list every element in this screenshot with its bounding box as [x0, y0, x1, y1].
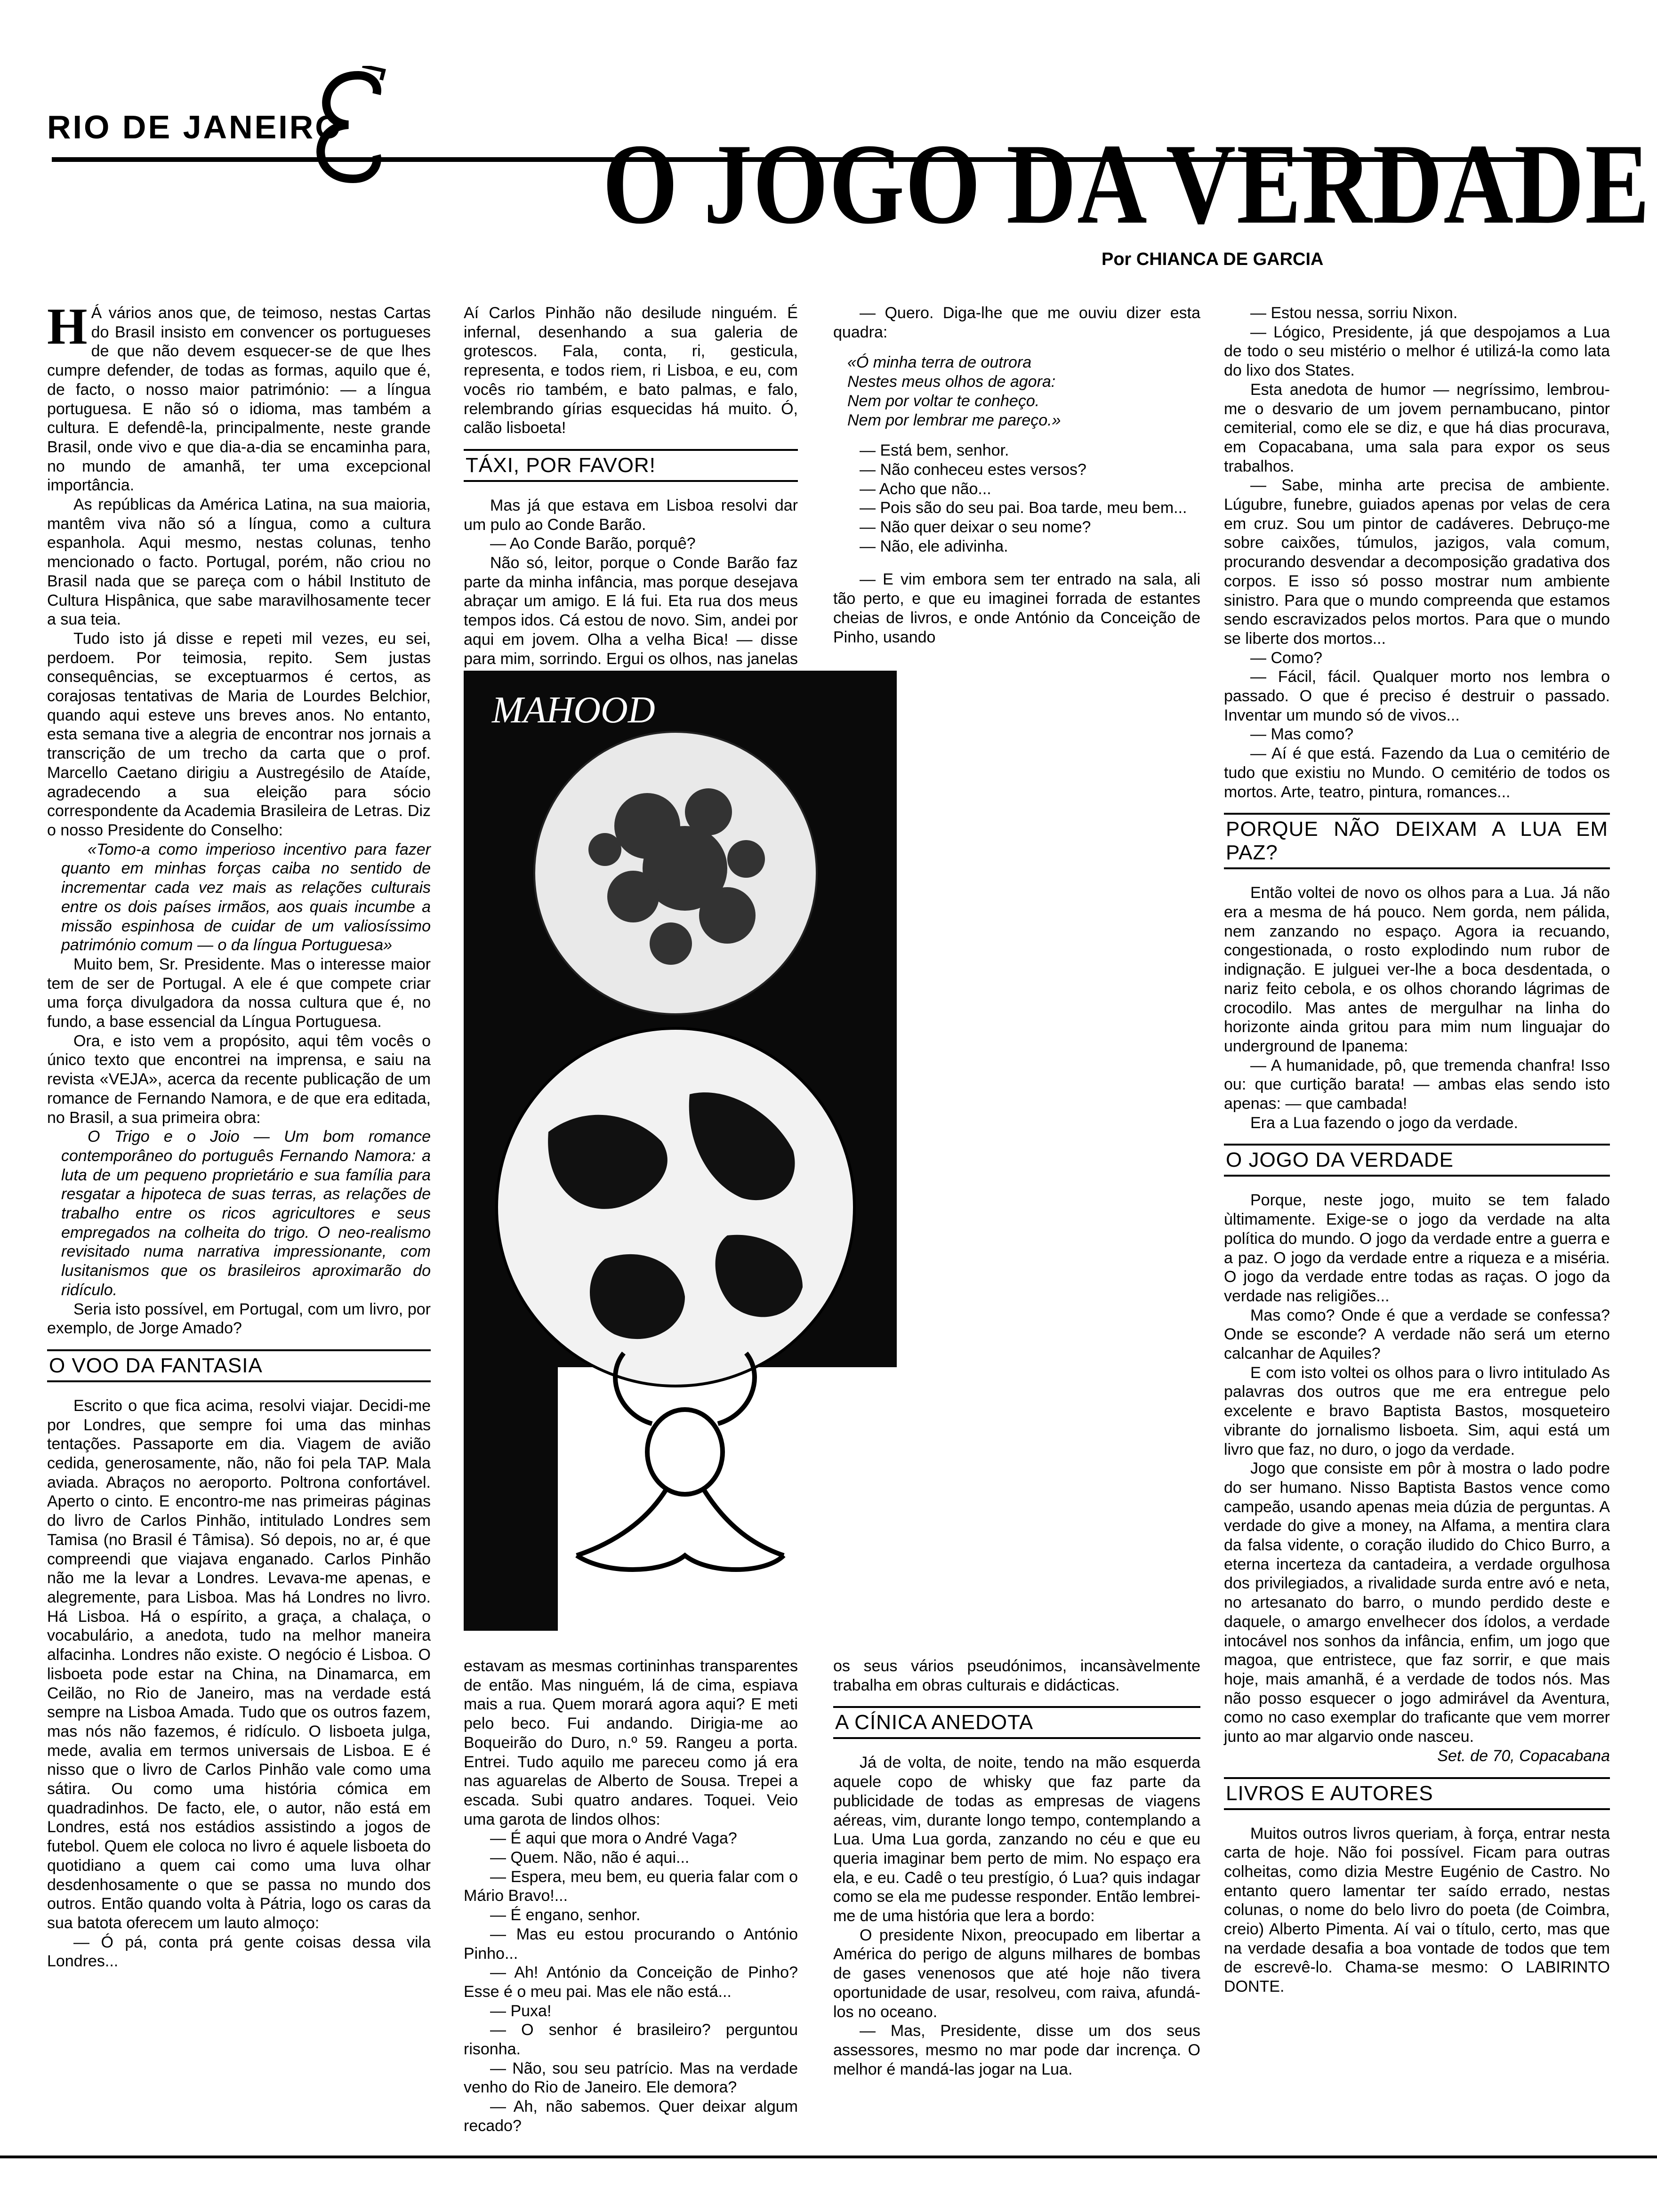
verse-line: Nem por voltar te conheço. — [847, 392, 1040, 410]
paragraph: — Sabe, minha arte precisa de ambiente. Lúgubre, funebre, guiados apenas por velas de cera em cruz. Sou um pintor de cadáveres. Debruço-me sobre caixões, túmulos, jazigos, vala comum, procurando desvendar a decomposição gradativa dos corpos. E isso só posso mostrar num ambiente sinistro. Para que o mundo compreenda que estamos sendo escravizados pelos mortos. Para que o mundo se liberte dos mortos... — [1224, 476, 1610, 648]
paragraph: Já de volta, de noite, tendo na mão esquerda aquele copo de whisky que faz parte da publicidade de todas as empresas de viagens aéreas, vim, durante longo tempo, contemplando a Lua. Uma Lua gorda, zanzando no céu e que eu queria imaginar bem perto de mim. No espaço era ela, e eu. Cadê o teu prestígio, ó Lua? quis indagar como se ela me pudesse responder. Então lembrei-me de uma história que lera a bordo: — [833, 1754, 1200, 1925]
illustration-moon-earth — [464, 671, 897, 1643]
paragraph: Era a Lua fazendo o jogo da verdade. — [1250, 1114, 1518, 1132]
paragraph: — A humanidade, pô, que tremenda chanfra! Isso ou: que curtição barata! — ambas elas sendo isto apenas: — que cambada! — [1224, 1056, 1610, 1113]
paragraph: — Está bem, senhor. — [860, 441, 1009, 460]
paragraph: — Não, sou seu patrício. Mas na verdade venho do Rio de Janeiro. Ele demora? — [464, 2059, 798, 2097]
subhead: O VOO DA FANTASIA — [47, 1349, 431, 1382]
quote: O Trigo e o Joio — Um bom romance contemporâneo do português Fernando Namora: a luta de um pequeno proprietário e sua família para resgatar a hipoteca de suas terras, as relações de trabalho entre os ricos agricultores e seus empregados na colheita do trigo. O neo-realismo revisitado numa narrativa impressionante, com lusitanismos que os brasileiros aproximarão do ridículo. — [61, 1128, 431, 1299]
subhead: O JOGO DA VERDADE — [1224, 1144, 1610, 1177]
paragraph: Escrito o que fica acima, resolvi viajar. Decidi-me por Londres, que sempre foi uma das minhas tentações. Passaporte em dia. Viagem de avião cedida, generosamente, não, não foi pela TAP. Mala aviada. Abraços no aeroporto. Poltrona confortável. Aperto o cinto. E encontro-me nas primeiras páginas do livro de Carlos Pinhão, intitulado Londres sem Tamisa (no Brasil é Tâmisa). Só depois, no ar, é que compreendi que viajava enganado. Carlos Pinhão não me la levar a Londres. Levava-me apenas, e alegremente, para Lisboa. Mas há Londres no livro. Há Lisboa. Há o espírito, a graça, a chalaça, o vocabulário, a anedota, tudo na melhor maneira alfacinha. Londres não existe. O negócio é Lisboa. O lisboeta pode estar na China, na Dinamarca, em Ceilão, no Rio de Janeiro, mas na verdade está sempre na Lisboa Amada. Tudo que os outros fazem, mas nós não fazemos, é ridículo. O lisboeta julga, mede, avalia em termos universais de Lisboa. E é nisso que o livro de Carlos Pinhão vale como uma sátira. Ou como uma história cómica em quadradinhos. De facto, ele, o autor, não está em Londres, está nos estádios assistindo a jogos de futebol. Quem ele coloca no livro é aquele lisboeta do quotidiano a quem cai como uma luva olhar desdenhosamente o que se passa no mundo dos outros. Então quando volta à Pátria, logo os caras da sua batota oferecem um lauto almoço: — [47, 1396, 431, 1932]
section-tag: RIO DE JANEIRO — [47, 109, 343, 145]
paragraph: Mas já que estava em Lisboa resolvi dar um pulo ao Conde Barão. — [464, 496, 798, 534]
paragraph: Então voltei de novo os olhos para a Lua. Já não era a mesma de há pouco. Nem gorda, nem pálida, nem zanzando no espaço. Agora ia recuando, congestionada, o rosto explodindo num rubor de indignação. E julguei ver-lhe a boca desdentada, o nariz feito cebola, e os olhos chorando lágrimas de crocodilo. Mas antes de mergulhar na linha do horizonte ainda gritou para mim num linguajar do underground de Ipanema: — [1224, 884, 1610, 1055]
paragraph: Não só, leitor, porque o Conde Barão faz parte da minha infância, mas porque desejava abraçar um amigo. E lá fui. Eta rua dos meus tempos idos. Cá estou de novo. Sim, andei por aqui em jovem. Olha a velha Bica! — disse para mim, sorrindo. Ergui os olhos, nas janelas — [464, 554, 798, 668]
paragraph: — Ah, não sabemos. Quer deixar algum recado? — [464, 2098, 798, 2135]
paragraph: — Lógico, Presidente, já que despojamos a Lua de todo o seu mistério o melhor é utilizá-la como lata do lixo dos States. — [1224, 323, 1610, 380]
column-4 — [1224, 304, 1610, 1996]
paragraph: — Mas, Presidente, disse um dos seus assessores, mesmo no mar pode dar incrença. O melhor é mandá-las jogar na Lua. — [833, 2022, 1200, 2078]
paragraph: — Quero. Diga-lhe que me ouviu dizer esta quadra: — [833, 304, 1200, 341]
paragraph: Mas como? Onde é que a verdade se confessa? Onde se esconde? A verdade não será um eterno calcanhar de Aquiles? — [1224, 1306, 1610, 1363]
paragraph: — Acho que não... — [860, 480, 991, 498]
column-1 — [47, 297, 431, 1971]
drop-cap: H — [47, 297, 88, 355]
paragraph: Porque, neste jogo, muito se tem falado ùltimamente. Exige-se o jogo da verdade na alta política do mundo. O jogo da verdade entre a guerra e a paz. O jogo da verdade entre a riqueza e a miséria. O jogo da verdade entre todas as raças. O jogo da verdade nas religiões... — [1224, 1191, 1610, 1305]
paragraph: — O senhor é brasileiro? perguntou risonha. — [464, 2021, 798, 2059]
headline: O JOGO DA VERDADE — [603, 120, 1650, 248]
subhead: LIVROS E AUTORES — [1224, 1777, 1610, 1810]
paragraph: — Pois são do seu pai. Boa tarde, meu bem... — [860, 499, 1187, 517]
paragraph: — Não quer deixar o seu nome? — [860, 518, 1091, 537]
verse-line: Nestes meus olhos de agora: — [847, 373, 1056, 391]
paragraph: — Quem. Não, não é aqui... — [490, 1849, 690, 1867]
paragraph: — Aí é que está. Fazendo da Lua o cemitério de tudo que existiu no Mundo. O cemitério de todos os mortos. Arte, teatro, pintura, romances... — [1224, 745, 1610, 801]
paragraph: — Puxa! — [490, 2002, 552, 2020]
paragraph: H Á vários anos que, de teimoso, nestas Cartas do Brasil insisto em convencer os portugueses de que não devem esquecer-se de que lhes cumpre defender, de todas as formas, aquilo que é, de facto, o nosso maior património: — a língua portuguesa. E não só o idioma, mas também a cultura. E defendê-la, principalmente, neste grande Brasil, onde vivo e que dia-a-dia se encaminha para, no mundo de amanhã, ter uma excepcional importância. — [47, 297, 431, 495]
paragraph: — Ah! António da Conceição de Pinho? Esse é o meu pai. Mas ele não está... — [464, 1964, 798, 2001]
column-2-bottom — [464, 1657, 798, 2136]
illustration-signature: MAHOOD — [492, 689, 655, 731]
byline: Por CHIANCA DE GARCIA — [1102, 249, 1324, 269]
paragraph: Aí Carlos Pinhão não desilude ninguém. É infernal, desenhando a sua galeria de grotescos. Fala, conta, ri, gesticula, representa, e todos riem, ri Lisboa, e eu, com vocês rio também, e bato palmas, e falo, relembrando gírias esquecidas há muito. Ó, calão lisboeta! — [464, 304, 798, 437]
subhead: A CÍNICA ANEDOTA — [833, 1706, 1200, 1739]
paragraph: — Não, ele adivinha. — [860, 537, 1008, 555]
paragraph: O presidente Nixon, preocupado em libertar a América do perigo de alguns milhares de bombas de gases venenosos que até hoje não tivera oportunidade de usar, resolveu, com raiva, afundá-los no oceano. — [833, 1926, 1200, 2021]
section-glyph-icon — [301, 66, 386, 188]
paragraph: Seria isto possível, em Portugal, com um livro, por exemplo, de Jorge Amado? — [47, 1300, 431, 1338]
subhead: PORQUE NÃO DEIXAM A LUA EM PAZ? — [1224, 813, 1610, 869]
paragraph: — Mas como? — [1250, 725, 1354, 744]
paragraph: — Espera, meu bem, eu queria falar com o Mário Bravo!... — [464, 1867, 798, 1905]
column-2-top — [464, 304, 798, 688]
signature-date: Set. de 70, Copacabana — [1437, 1747, 1610, 1765]
paragraph: — Mas eu estou procurando o António Pinho... — [464, 1925, 798, 1963]
paragraph: os seus vários pseudónimos, incansàvelmente trabalha em obras culturais e didácticas. — [833, 1657, 1200, 1694]
paragraph: — Fácil, fácil. Qualquer morto nos lembra o passado. O que é preciso é destruir o passado. Inventar um mundo só de vivos... — [1224, 668, 1610, 724]
column-3-bottom — [833, 1657, 1200, 2079]
paragraph: — Não conheceu estes versos? — [860, 460, 1086, 479]
paragraph: Esta anedota de humor — negríssimo, lembrou-me o desvario de um jovem pernambucano, pintor cemiterial, como ele se diz, e que há dias procurava, em Copacabana, uma sala para expor os seus trabalhos. — [1224, 380, 1610, 475]
paragraph: Muito bem, Sr. Presidente. Mas o interesse maior tem de ser de Portugal. A ele é que compete criar uma força divulgadora da nossa cultura que é, no fundo, a base essencial da Língua Portuguesa. — [47, 955, 431, 1031]
paragraph: Tudo isto já disse e repeti mil vezes, eu sei, perdoem. Por teimosia, repito. Sem justas consequências, se exceptuarmos é certos, as corajosas tentativas de Maria de Lourdes Belchior, quando aqui esteve uns breves anos. No entanto, esta semana tive a alegria de encontrar nos jornais a transcrição de um trecho da carta que o prof. Marcello Caetano dirigiu a Austregésilo de Ataíde, agradecendo a sua eleição para sócio correspondente da Academia Brasileira de Letras. Diz o nosso Presidente do Conselho: — [47, 629, 431, 839]
paragraph: — É aqui que mora o André Vaga? — [490, 1829, 737, 1848]
paragraph: — Como? — [1250, 649, 1323, 667]
verse-line: «Ó minha terra de outrora — [847, 353, 1032, 372]
paragraph: — Ao Conde Barão, porquê? — [490, 535, 696, 553]
paragraph: — É engano, senhor. — [490, 1906, 641, 1924]
paragraph: Ora, e isto vem a propósito, aqui têm vocês o único texto que encontrei na imprensa, e saiu na revista «VEJA», acerca da recente publicação de um romance de Fernando Namora, e de que era editada, no Brasil, a sua primeira obra: — [47, 1032, 431, 1127]
column-3-top — [833, 304, 1200, 647]
paragraph: estavam as mesmas cortininhas transparentes de então. Mas ninguém, lá de cima, espiava mais a rua. Quem morará agora aqui? E meti pelo beco. Fui andando. Dirigia-me ao Boqueirão do Duro, n.º 59. Rangeu a porta. Entrei. Tudo aquilo me pareceu como já era nas aguarelas de Alberto de Sousa. Trepei a escada. Subi quatro andares. Toquei. Veio uma garota de lindos olhos: — [464, 1657, 798, 1828]
quote: «Tomo-a como imperioso incentivo para fazer quanto em minhas forças caiba no sentido de incrementar cada vez mais as relações culturais entre os dois países irmãos, aos quais incumbe a missão espinhosa de cuidar de um valiosíssimo património comum — o da língua Portuguesa» — [61, 840, 431, 954]
paragraph: — Ó pá, conta prá gente coisas dessa vila Londres... — [47, 1933, 431, 1971]
subhead: TÁXI, POR FAVOR! — [464, 449, 798, 482]
paragraph: As repúblicas da América Latina, na sua maioria, mantêm viva não só a língua, como a cultura espanhola. Aqui mesmo, nestas colunas, tenho mencionado o facto. Portugal, porém, não criou no Brasil nada que se pareça com o hábil Instituto de Cultura Hispânica, que sabe maravilhosamente tecer a sua teia. — [47, 496, 431, 629]
paragraph: — Estou nessa, sorriu Nixon. — [1250, 304, 1458, 322]
footer-rule — [0, 2156, 1657, 2158]
paragraph: — E vim embora sem ter entrado na sala, ali tão perto, e que eu imaginei forrada de estantes cheias de livros, e onde António da Conceição de Pinho, usando — [833, 570, 1200, 646]
verse-line: Nem por lembrar me pareço.» — [847, 411, 1061, 429]
paragraph: E com isto voltei os olhos para o livro intitulado As palavras dos outros que me era entregue pelo excelente e bravo Baptista Bastos, mosqueteiro vibrante do jornalismo lisboeta. Sim, aqui está um livro que faz, no duro, o jogo da verdade. — [1224, 1363, 1610, 1459]
paragraph: Muitos outros livros queriam, à força, entrar nesta carta de hoje. Não foi possível. Ficam para outras colheitas, como dizia Mestre Eugénio de Castro. No entanto quero lamentar ter saído errado, nestas colunas, o nome do belo livro do poeta (de Coimbra, creio) Alberto Pimenta. Aí vai o título, certo, mas que na verdade desafia a boa vontade de todos que tem de escrevê-lo. Chama-se mesmo: O LABIRINTO DONTE. — [1224, 1824, 1610, 1996]
paragraph: Jogo que consiste em pôr à mostra o lado podre do ser humano. Nisso Baptista Bastos vence como campeão, usando apenas meia dúzia de perguntas. A verdade do give a money, na Alfama, a mentira clara da falsa vidente, o coração iludido do Chico Burro, a eterna incerteza da cantadeira, a verdade orgulhosa dos privilegiados, a rivalidade surda entre avó e neta, no artesanato do barro, o mundo perdido deste e daquele, o amargo envelhecer dos ídolos, a verdade intocável nos sonhos da infância, enfim, um jogo que magoa, que entristece, que faz sorrir, e que mais hoje, mais amanhã, é a verdade de todos nós. Mas não posso esquecer o jogo admirável da Aventura, como no caso exemplar do traficante que vem morrer junto ao mar algarvio onde nasceu. — [1224, 1459, 1610, 1746]
